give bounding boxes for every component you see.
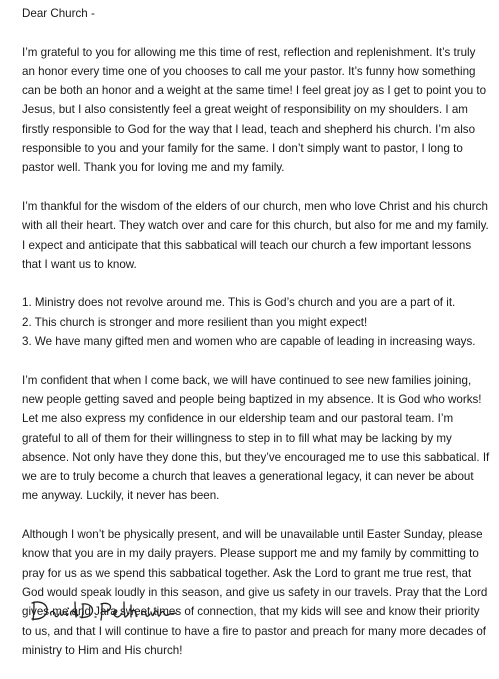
paragraph-elders: I’m thankful for the wisdom of the elders of our church, men who love Christ and his church with all their heart. They watch over and care for this church, but also for me and my family. I expect and anticipate that this sabbatical will teach our church a few important lessons that I want us to know. [22,199,489,271]
lesson-item: 1. Ministry does not revolve around me. This is God’s church and you are a part of it. [22,296,456,310]
letter-body [22,4,490,679]
lessons-list [22,293,490,351]
paragraph-confidence: I’m confident that when I come back, we will have continued to see new families joining, new people getting saved and people being baptized in my absence. It is God who works! Let me also express my confidence in our eldership team and our pastoral team. I’m grateful to all of them for their willingness to step in to fill what may be lacking by my absence. Not only have they done this, but they’ve encouraged me to use this sabbatical. If we are to truly become a church that leaves a generational legacy, it can never be about me anyway. Luckily, it never has been. [22,373,490,503]
paragraph-prayer: Although I won’t be physically present, and will be unavailable until Easter Sunday, please know that you are in my daily prayers. Please support me and my family by committing to pray for us as we spend this sabbatical together. Ask the Lord to grant me true rest, that God would speak loudly in this season, and give us safety in our travels. Pray that the Lord gives me and Jara sweet times of connection, that my kids will see and know their priority to us, and that I will continue to have a fire to pastor and preach for many more decades of ministry to Him and His church! [22,528,488,657]
lesson-item: 3. We have many gifted men and women who are capable of leading in increasing ways. [22,335,476,349]
paragraph-gratitude: I’m grateful to you for allowing me this time of rest, reflection and replenishment. It’s truly an honor every time one of you chooses to call me your pastor. It’s funny how something can be both an honor and a weight at the same time! I feel great joy as I get to point you to Jesus, but I also consistently feel a great weight of responsibility on my shoulders. I am firstly responsible to God for the way that I lead, teach and shepherd his church. I’m also responsible to you and your family for the same. I don’t simply want to pastor, I long to pastor well. Thank you for loving me and my family. [22,45,487,175]
salutation: Dear Church - [22,7,95,20]
lesson-item: 2. This church is stronger and more resilient than you might expect! [22,315,368,329]
handwritten-signature [30,596,180,624]
